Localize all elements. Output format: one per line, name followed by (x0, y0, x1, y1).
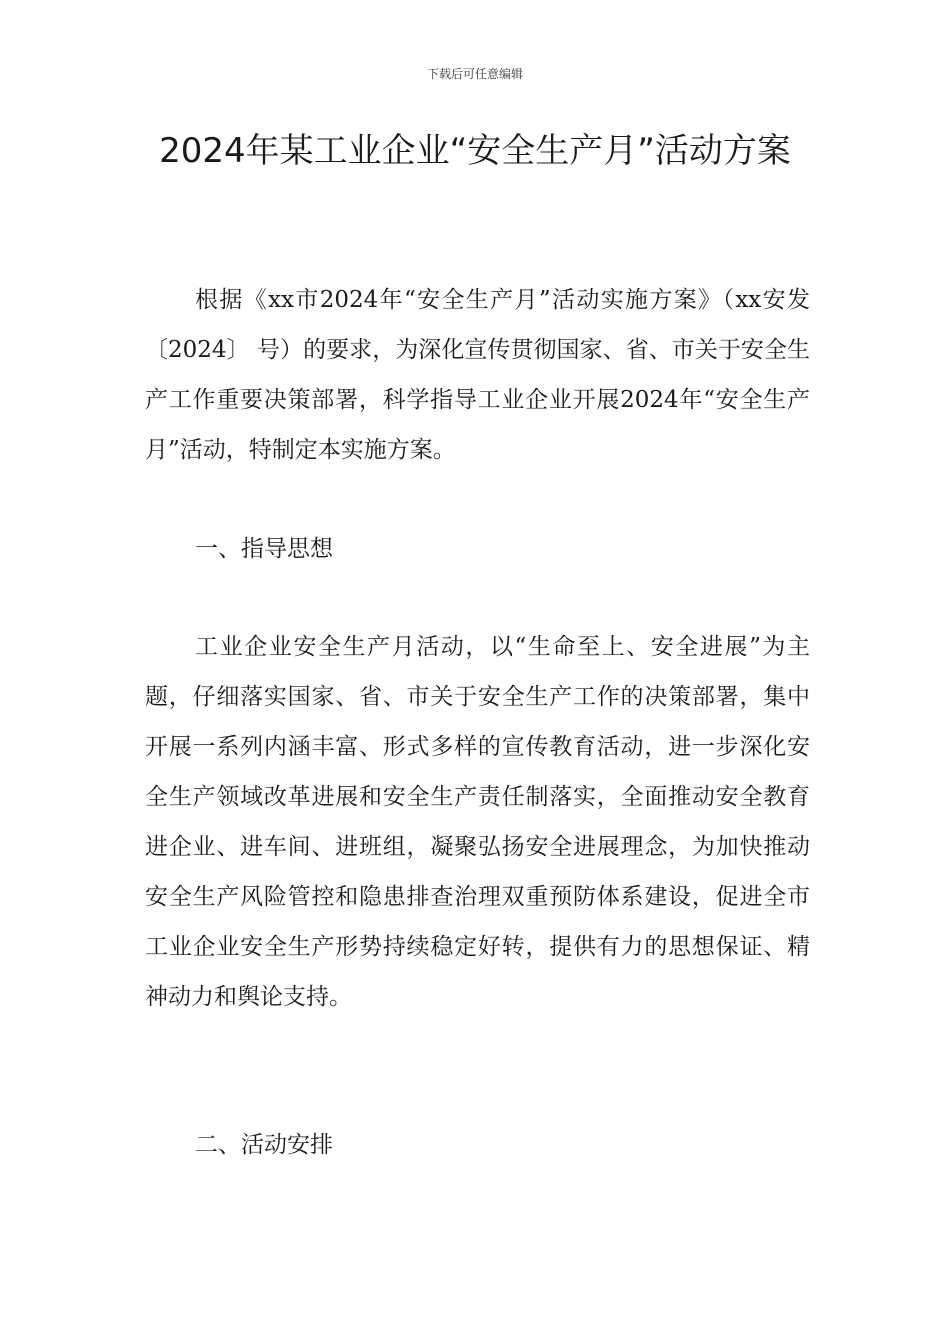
section-heading-guiding-ideology: 一、指导思想 (195, 536, 333, 562)
intro-paragraph: 根据《xx市2024年“安全生产月”活动实施方案》（xx安发〔2024〕 号）的要求，为深化宣传贯彻国家、省、市关于安全生产工作重要决策部署，科学指导工业企业开展2024年“安全生产月”活动，特制定本实施方案。 (145, 287, 810, 463)
document-title: 2024年某工业企业“安全生产月”活动方案 (159, 131, 791, 171)
header-note: 下载后可任意编辑 (426, 67, 523, 81)
section-heading-activity-arrangement: 二、活动安排 (195, 1132, 333, 1158)
guiding-ideology-paragraph: 工业企业安全生产月活动，以“生命至上、安全进展”为主题，仔细落实国家、省、市关于安全生产工作的决策部署，集中开展一系列内涵丰富、形式多样的宣传教育活动，进一步深化安全生产领域改革进展和安全生产责任制落实，全面推动安全教育进企业、进车间、进班组，凝聚弘扬安全进展理念，为加快推动安全生产风险管控和隐患排查治理双重预防体系建设，促进全市工业企业安全生产形势持续稳定好转，提供有力的思想保证、精神动力和舆论支持。 (145, 634, 810, 1010)
